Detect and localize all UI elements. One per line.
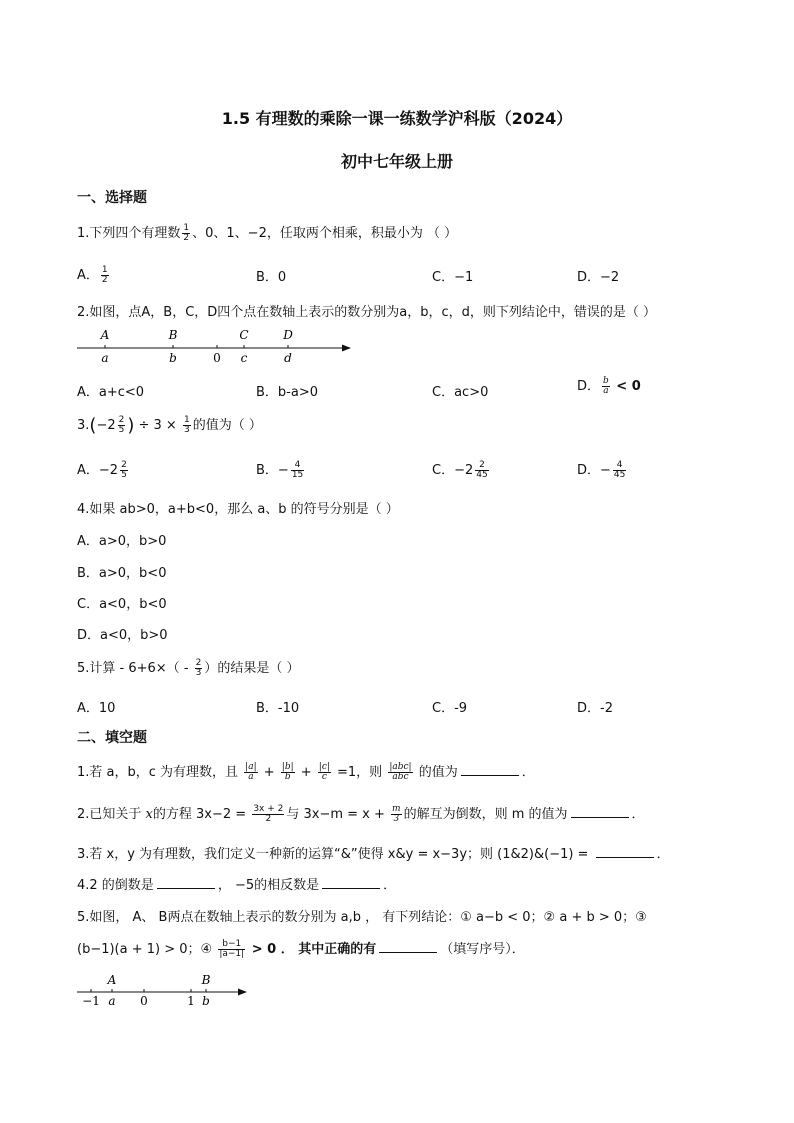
- f5-tick-one: 1: [187, 994, 195, 1008]
- q2-number-line: [77, 325, 357, 367]
- fill-question-5-line-2: (b−1)(a + 1) > 0；④ $\frac{b-1}{|a-1|}$ > 0 ． 其中正确的有 （填写序号）．: [77, 938, 525, 959]
- q1-fraction: $\frac{1}{2}$: [183, 222, 190, 243]
- q3-option-d: D．− $\frac{4}{45}$: [577, 459, 626, 480]
- q1-option-b: B．0: [256, 270, 287, 285]
- fill-question-3: 3.若 x，y 为有理数，我们定义一种新的运算“&”使得 x&y = x−3y；则 (1&2)&(−1) = ．: [77, 847, 670, 862]
- q2-point-c-value: c: [240, 351, 248, 365]
- f5-answer-blank[interactable]: [379, 940, 437, 953]
- q3-option-c: C．−2 $\frac{2}{45}$: [432, 459, 488, 480]
- q4-option-d: D．a<0，b>0: [77, 628, 168, 643]
- q5-option-c: C．-9: [432, 701, 468, 716]
- question-3: 3.(−2 $\frac{2}{5}$ ) ÷ 3 × $\frac{1}{3}$ 的值为（ ）: [77, 414, 262, 436]
- f5-number-line: [77, 970, 252, 1010]
- q1-prefix: 1.下列四个有理数: [77, 226, 181, 241]
- question-4: 4.如果 ab>0，a+b<0，那么 a、b 的符号分别是（ ）: [77, 502, 399, 517]
- q2-point-d-value: d: [284, 351, 292, 365]
- f2-answer-blank[interactable]: [571, 805, 629, 818]
- question-2: 2.如图，点A，B，C，D四个点在数轴上表示的数分别为a，b，c，d，则下列结论中，错误的是（ ）: [77, 305, 657, 320]
- f4-answer-blank-1[interactable]: [157, 876, 215, 889]
- q2-point-c-label: C: [239, 328, 249, 342]
- q5-option-a: A．10: [77, 701, 116, 716]
- f5-tick-b: b: [202, 994, 210, 1008]
- section-fill-heading: 二、填空题: [77, 730, 147, 746]
- f4-answer-blank-2[interactable]: [322, 876, 380, 889]
- f5-tick-a: a: [108, 994, 116, 1008]
- section-choice-heading: 一、选择题: [77, 190, 147, 206]
- q2-point-b-label: B: [168, 328, 178, 342]
- q2-option-c: C．ac>0: [432, 385, 489, 400]
- f5-tick-zero: 0: [140, 994, 148, 1008]
- question-1: [77, 222, 457, 243]
- f1-answer-blank[interactable]: [461, 763, 519, 776]
- q2-option-a: A．a+c<0: [77, 385, 145, 400]
- fill-question-2: 2.已知关于 x的方程 3x−2 = $\frac{3x + 2}{2}$ 与 3x−m = x + $\frac{m}{3}$ 的解互为倒数，则 m 的值为 ．: [77, 803, 645, 824]
- document-title: 1.5 有理数的乘除一课一练数学沪科版（2024）: [221, 109, 573, 128]
- q5-option-d: D．-2: [577, 701, 613, 716]
- f5-point-a-label: A: [107, 973, 117, 987]
- q1-suffix: 、0、1、−2，任取两个相乘，积最小为 （ ）: [192, 226, 458, 241]
- q4-option-b: B．a>0，b<0: [77, 566, 167, 581]
- f5-point-b-label: B: [201, 973, 211, 987]
- fill-question-5-line-1: 5.如图， A、 B两点在数轴上表示的数分别为 a,b ， 有下列结论：① a−b < 0；② a + b > 0；③: [77, 910, 647, 925]
- q4-option-c: C．a<0，b<0: [77, 597, 167, 612]
- q3-option-a: A．−2 $\frac{2}{5}$: [77, 459, 127, 480]
- q5-option-b: B．-10: [256, 701, 300, 716]
- document-subtitle: 初中七年级上册: [340, 152, 453, 171]
- q1-option-d: D．−2: [577, 270, 620, 285]
- q2-origin-value: 0: [213, 351, 221, 365]
- q3-option-b: B．− $\frac{4}{15}$: [256, 459, 304, 480]
- q1-option-c: C．−1: [432, 270, 474, 285]
- f3-answer-blank[interactable]: [596, 845, 654, 858]
- fill-question-4: 4.2 的倒数是 ， −5的相反数是 ．: [77, 878, 397, 893]
- fill-question-1: 1.若 a，b，c 为有理数，且 $\frac{|a|}{a}$ + $\frac{|b|}{b}$ + $\frac{|c|}{c}$ =1，则 $\frac{\text{|abc|}}{\text{abc}}$ 的值为 ．: [77, 761, 535, 782]
- q2-point-d-label: D: [283, 328, 293, 342]
- question-5: 5.计算 - 6+6×（ - $\frac{2}{3}$ ）的结果是（ ）: [77, 657, 300, 678]
- q2-option-d: D． $\frac{b}{a}$ < 0: [577, 375, 641, 396]
- q2-point-a-label: A: [100, 328, 110, 342]
- q2-point-b-value: b: [169, 351, 177, 365]
- q4-option-a: A．a>0，b>0: [77, 534, 167, 549]
- q1-option-a: A． $\frac{1}{2}$: [77, 264, 108, 285]
- q2-point-a-value: a: [101, 351, 109, 365]
- q2-option-b: B．b-a>0: [256, 385, 318, 400]
- f5-tick-minus-one: −1: [82, 994, 100, 1008]
